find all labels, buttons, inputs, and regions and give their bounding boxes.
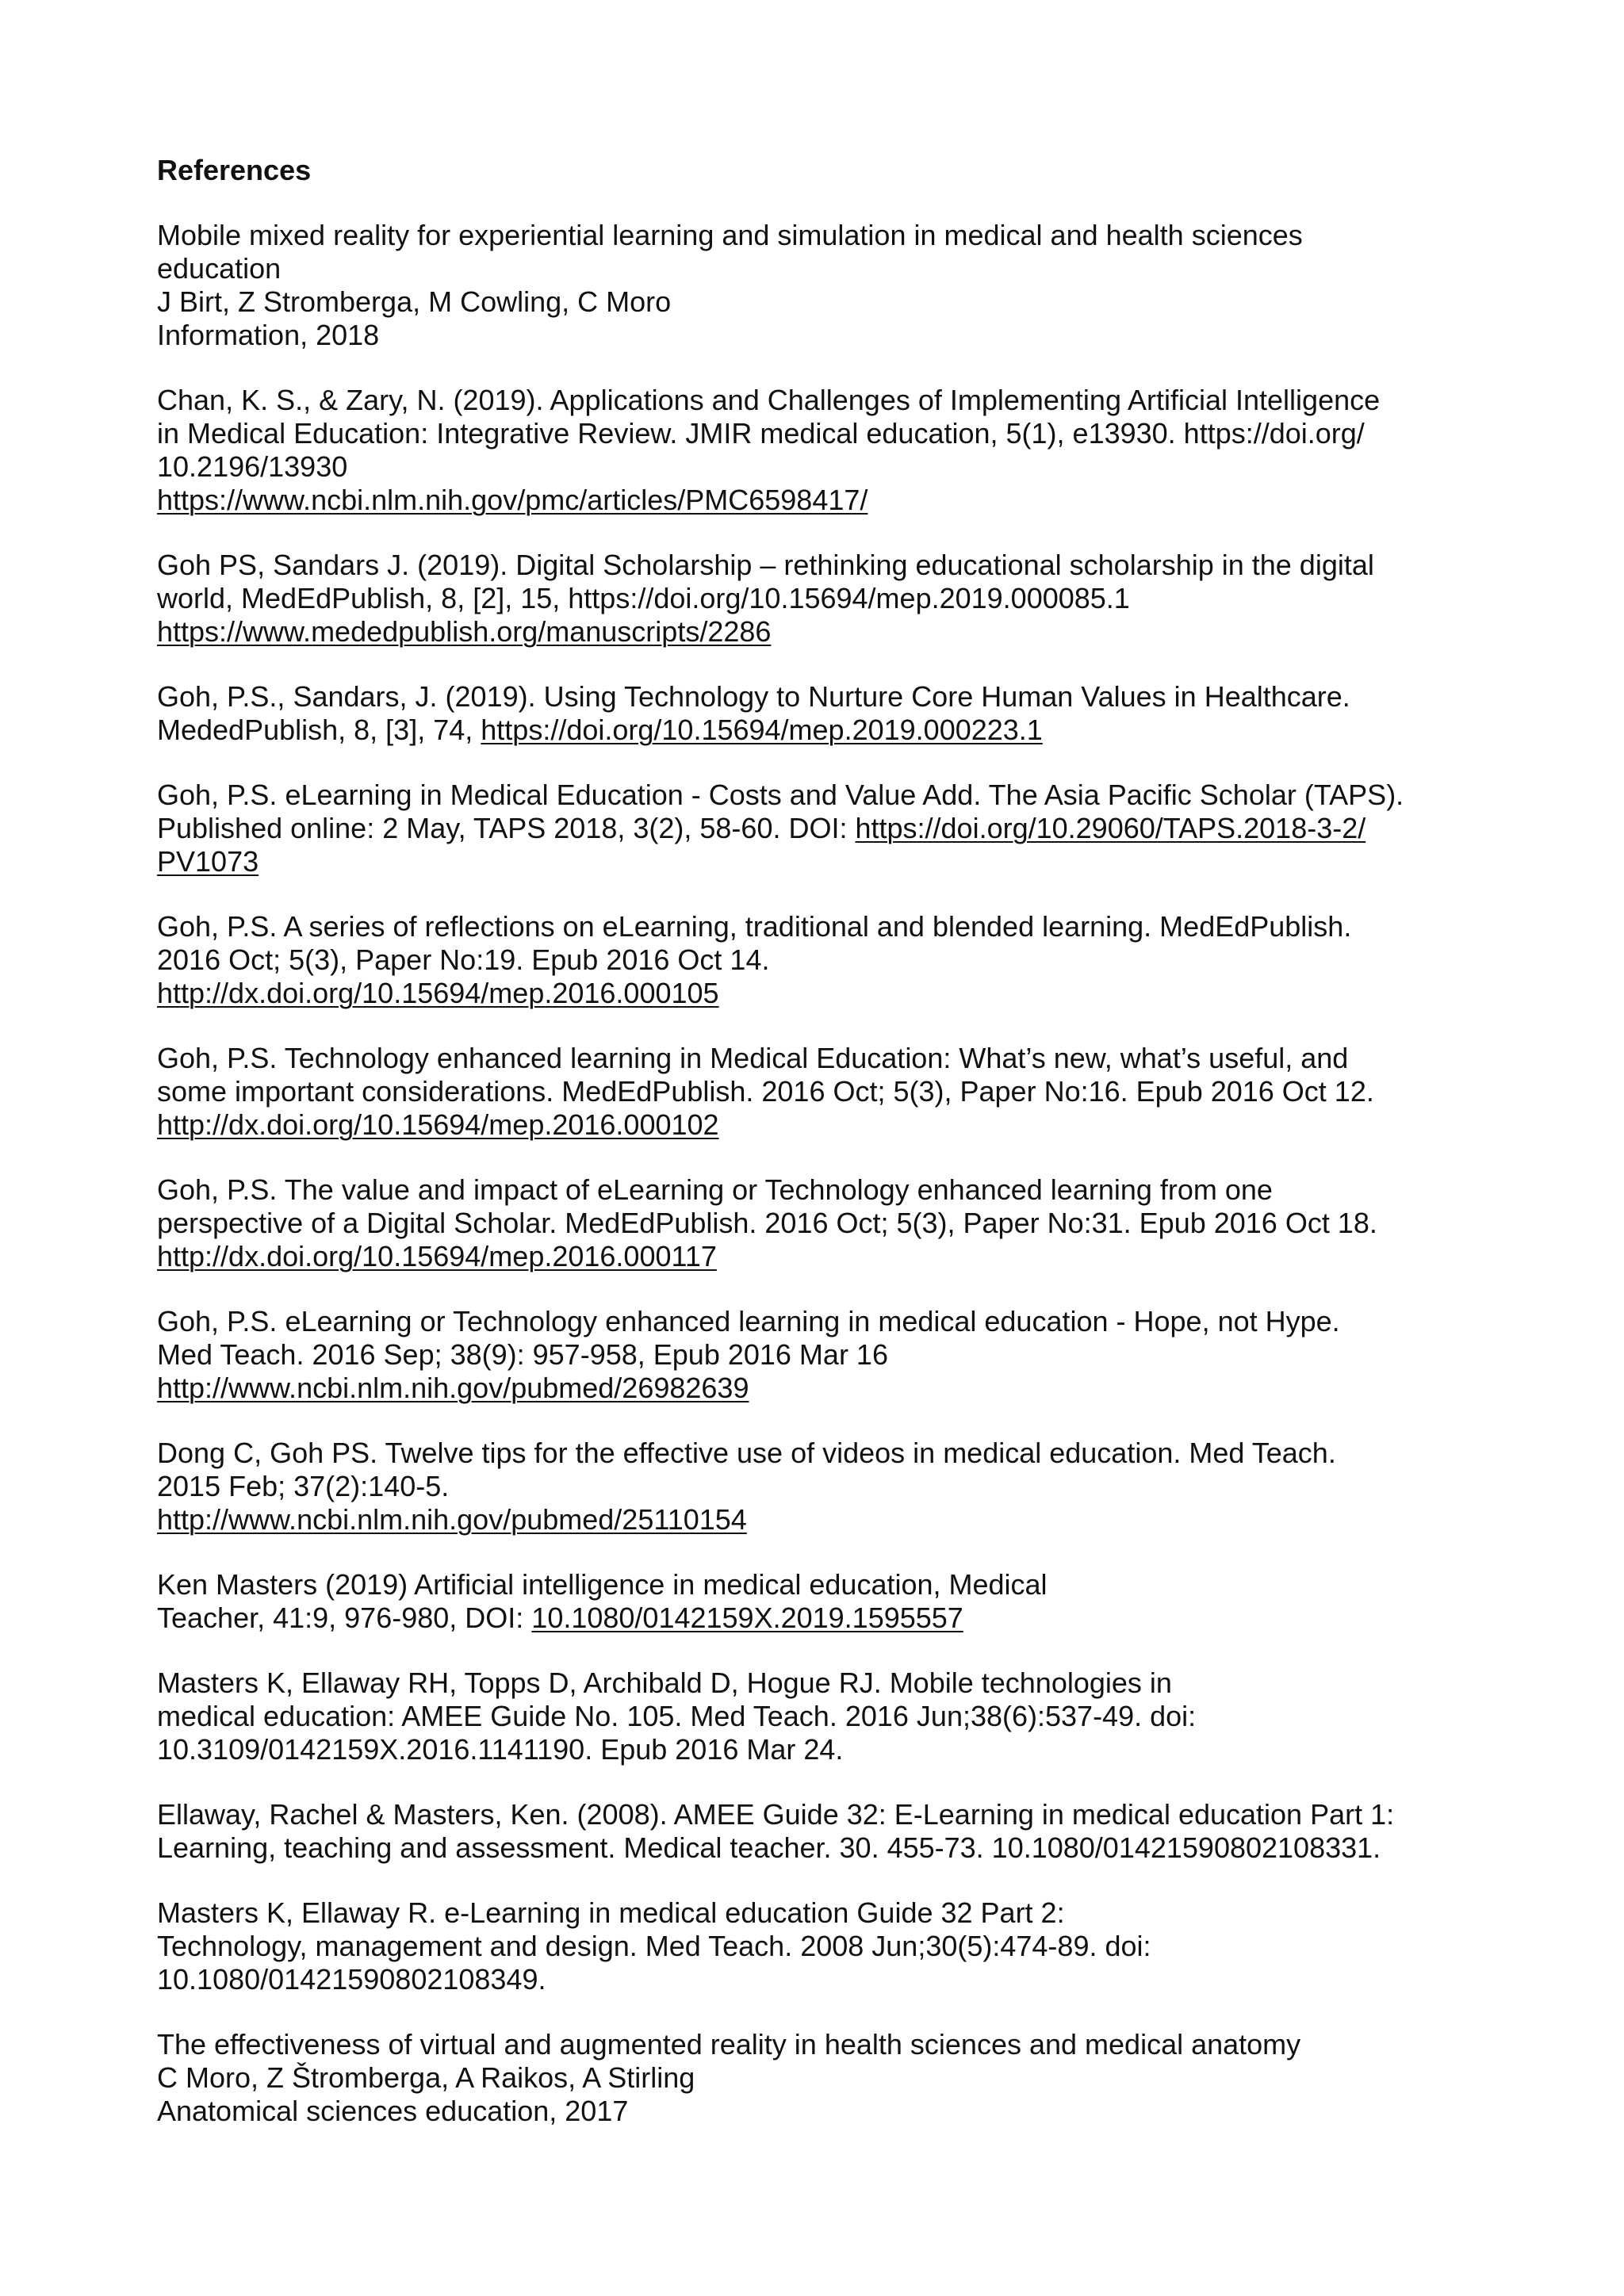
reference-link[interactable]: https://www.ncbi.nlm.nih.gov/pmc/articles/PMC6598417/ xyxy=(157,484,868,516)
reference-line: Masters K, Ellaway R. e-Learning in medical education Guide 32 Part 2: xyxy=(157,1896,1065,1929)
reference-entry-goh-hope-not-hype xyxy=(157,1305,1497,1405)
reference-link[interactable]: http://dx.doi.org/10.15694/mep.2016.000105 xyxy=(157,977,719,1009)
reference-entry-goh-elearning-costs xyxy=(157,779,1497,878)
reference-entry-goh-reflections xyxy=(157,910,1497,1010)
reference-link[interactable]: PV1073 xyxy=(157,845,259,878)
reference-link[interactable]: https://doi.org/10.15694/mep.2019.000223.1 xyxy=(481,714,1043,746)
reference-entry-goh-sandars-digital xyxy=(157,549,1497,649)
reference-line: Goh, P.S. eLearning or Technology enhanced learning in medical education - Hope, not Hype. xyxy=(157,1305,1340,1337)
reference-line: Goh, P.S., Sandars, J. (2019). Using Technology to Nurture Core Human Values in Healthcare. xyxy=(157,680,1350,713)
reference-line: perspective of a Digital Scholar. MedEdPublish. 2016 Oct; 5(3), Paper No:31. Epub 2016 Oct 18. xyxy=(157,1207,1377,1239)
document-page xyxy=(157,154,1497,2160)
reference-line: Learning, teaching and assessment. Medical teacher. 30. 455-73. 10.1080/01421590802108331. xyxy=(157,1831,1381,1864)
reference-entry-goh-value-impact xyxy=(157,1173,1497,1273)
reference-link[interactable]: http://dx.doi.org/10.15694/mep.2016.000102 xyxy=(157,1108,719,1141)
reference-line: some important considerations. MedEdPublish. 2016 Oct; 5(3), Paper No:16. Epub 2016 Oct 12. xyxy=(157,1075,1374,1108)
reference-line: medical education: AMEE Guide No. 105. Med Teach. 2016 Jun;38(6):537-49. doi: xyxy=(157,1700,1197,1732)
reference-line: 10.3109/0142159X.2016.1141190. Epub 2016 Mar 24. xyxy=(157,1733,844,1766)
reference-line: world, MedEdPublish, 8, [2], 15, https://doi.org/10.15694/mep.2019.000085.1 xyxy=(157,582,1130,614)
reference-line: The effectiveness of virtual and augmented reality in health sciences and medical anatomy xyxy=(157,2028,1301,2061)
reference-line: Goh, P.S. Technology enhanced learning in Medical Education: What’s new, what’s useful, and xyxy=(157,1042,1349,1074)
reference-entry-masters-mobile xyxy=(157,1667,1497,1766)
reference-entry-dong-goh-videos xyxy=(157,1437,1497,1536)
reference-link[interactable]: http://www.ncbi.nlm.nih.gov/pubmed/26982639 xyxy=(157,1372,749,1404)
reference-line: in Medical Education: Integrative Review. JMIR medical education, 5(1), e13930. https://doi.org/ xyxy=(157,417,1365,450)
reference-text: MededPublish, 8, [3], 74, xyxy=(157,714,481,746)
reference-line: Information, 2018 xyxy=(157,319,380,351)
reference-link[interactable]: http://dx.doi.org/10.15694/mep.2016.000117 xyxy=(157,1240,717,1272)
reference-link[interactable]: https://doi.org/10.29060/TAPS.2018-3-2/ xyxy=(855,812,1366,844)
reference-line: Chan, K. S., & Zary, N. (2019). Applications and Challenges of Implementing Artificial Intelligence xyxy=(157,384,1381,416)
reference-line: Goh PS, Sandars J. (2019). Digital Scholarship – rethinking educational scholarship in the digital xyxy=(157,549,1374,581)
reference-line: 10.2196/13930 xyxy=(157,450,348,483)
reference-line: C Moro, Z Štromberga, A Raikos, A Stirling xyxy=(157,2061,695,2094)
reference-line: Dong C, Goh PS. Twelve tips for the effective use of videos in medical education. Med Teach. xyxy=(157,1437,1336,1469)
reference-line: Ellaway, Rachel & Masters, Ken. (2008). AMEE Guide 32: E-Learning in medical education Part 1: xyxy=(157,1798,1395,1831)
reference-line: education xyxy=(157,252,282,285)
reference-link[interactable]: 10.1080/0142159X.2019.1595557 xyxy=(531,1601,963,1634)
reference-entry-masters-ai xyxy=(157,1568,1497,1635)
reference-line: Goh, P.S. A series of reflections on eLearning, traditional and blended learning. MedEdPublish. xyxy=(157,910,1352,943)
reference-line: Med Teach. 2016 Sep; 38(9): 957-958, Epub 2016 Mar 16 xyxy=(157,1338,888,1371)
reference-entry-goh-tel-whats-new xyxy=(157,1042,1497,1142)
reference-entry-ellaway-masters-part1 xyxy=(157,1798,1497,1865)
reference-line: Technology, management and design. Med Teach. 2008 Jun;30(5):474-89. doi: xyxy=(157,1930,1151,1962)
reference-entry-goh-sandars-values xyxy=(157,680,1497,747)
reference-line: Masters K, Ellaway RH, Topps D, Archibald D, Hogue RJ. Mobile technologies in xyxy=(157,1667,1172,1699)
reference-text: Published online: 2 May, TAPS 2018, 3(2), 58-60. DOI: xyxy=(157,812,856,844)
reference-entry-chan-2019 xyxy=(157,384,1497,517)
reference-line: 2015 Feb; 37(2):140-5. xyxy=(157,1470,450,1502)
reference-line: Mobile mixed reality for experiential learning and simulation in medical and health sciences xyxy=(157,219,1303,251)
reference-link[interactable]: http://www.ncbi.nlm.nih.gov/pubmed/25110154 xyxy=(157,1503,747,1536)
reference-line: Goh, P.S. The value and impact of eLearning or Technology enhanced learning from one xyxy=(157,1173,1273,1206)
reference-link[interactable]: https://www.mededpublish.org/manuscripts/2286 xyxy=(157,615,772,648)
reference-line: Ken Masters (2019) Artificial intelligence in medical education, Medical xyxy=(157,1568,1048,1601)
reference-entry-masters-ellaway-part2 xyxy=(157,1896,1497,1996)
reference-line: 10.1080/01421590802108349. xyxy=(157,1963,546,1996)
reference-line: Goh, P.S. eLearning in Medical Education - Costs and Value Add. The Asia Pacific Scholar (TAPS). xyxy=(157,779,1404,811)
reference-text: Teacher, 41:9, 976-980, DOI: xyxy=(157,1601,532,1634)
reference-entry-birt-2018 xyxy=(157,219,1497,352)
reference-entry-moro-2017 xyxy=(157,2028,1497,2128)
references-heading: References xyxy=(157,154,312,186)
reference-line: J Birt, Z Stromberga, M Cowling, C Moro xyxy=(157,285,672,318)
reference-line: Anatomical sciences education, 2017 xyxy=(157,2095,629,2127)
reference-line: 2016 Oct; 5(3), Paper No:19. Epub 2016 Oct 14. xyxy=(157,943,770,976)
